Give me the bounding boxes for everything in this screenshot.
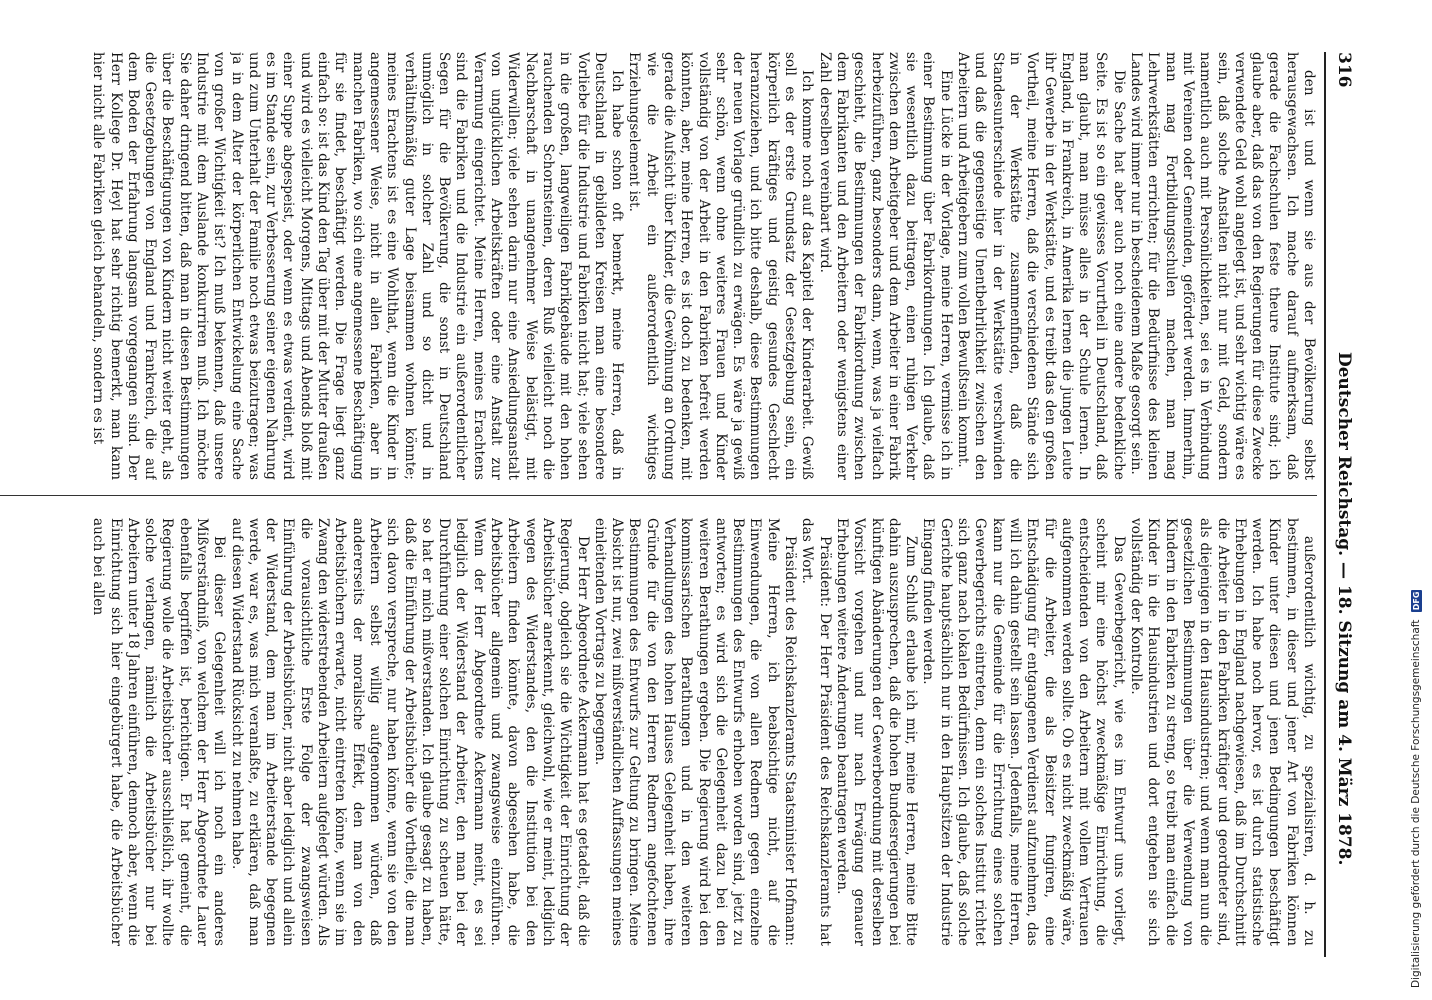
column-divider (0, 495, 1317, 496)
paragraph: Zum Schluß erlaube ich mir, meine Herren, meine Bitte dahin auszusprechen, daß die hohen Bundesregierungen bei künftigen Abänderungen der Gewerbeordnung mit derselben Vorsicht vorgehen und nur nach Erwägung genauer Erhebungen weitere Änderungen beantragen werden. (833, 518, 920, 946)
dfg-logo: DFG (1411, 591, 1421, 611)
left-column (0, 52, 1317, 480)
paragraph: außerordentlich wichtig, zu spezialisiren, d. h. zu bestimmen, in dieser und jener Art von Fabriken können Kinder unter diesen und jenen Bedingungen beschäftigt werden. Ich habe noch hervor, es ist durch statistische Erhebungen in England nachgewiesen, daß im Durchschnitt die Arbeiter in den Fabriken kräftiger und geordneter sind, als diejenigen in den Hausindustrien; und wenn man nun die gesetzlichen Bestimmungen über die Verwendung von Kindern in den Fabriken zu streng, so treibt man einfach die Kinder in die Hausindustrien und dort entgehen sie sich vollständig der Kontrolle. (1128, 518, 1317, 946)
paragraph: Der Herr Abgeordnete Ackermann hat es getadelt, daß die Regierung, obgleich sie die Wichtigkeit der Einrichtung der Arbeitsbücher anerkennt, gleichwohl, wie er meint, lediglich wegen des Widerstandes, den die Institution bei den Arbeitern finden könnte, davon abgesehen habe, die Arbeitsbücher allgemein und zwangsweise einzuführen. Wenn der Herr Abgeordnete Ackermann meint, es sei lediglich der Widerstand der Arbeiter, den man bei der Durchführung einer solchen Einrichtung zu scheuen hätte, so hat er mich mißverstanden. Ich glaube gesagt zu haben, daß die Einführung der Arbeitsbücher die Vortheile, die man sich davon verspreche, nur haben könne, wenn sie von den Arbeitern selbst willig aufgenommen würden, daß andererseits der moralische Effekt, den man von den Arbeitsbüchern erwarte, nicht eintreten könne, wenn sie im Zwang den widerstrebenden Arbeitern aufgelegt würden. Als die vorausichtliche Erste Folge der zwangsweisen Einführung der Arbeitsbücher, nicht aber lediglich und allein der Widerstand, dem man im Arbeiterstande begegnen werde, war es, was mich veranlaßte, zu erklären, daß man auf diesen Widerstand Rücksicht zu nehmen habe. (228, 518, 591, 946)
speaker-paragraph: Präsident des Reichskanzleramts Staatsminister Hofmann: Meine Herren, ich beabsichtige nicht, auf die Einwendungen, die von allen Rednern gegen einzelne Bestimmungen des Entwurfs erhoben worden sind, jetzt zu antworten; es wird sich die Gelegenheit dazu bei den weiteren Berathungen ergeben. Die Regierung wird bei den kommissarischen Berathungen und in den weiteren Verhandlungen des hohen Hauses Gelegenheit haben, ihre Gründe für die von den Herren Rednern angefochtenen Bestimmungen des Entwurfs zur Geltung zu bringen. Meine Absicht ist nur, zwei mißverständlichen Auffassungen meines einleitenden Vortrags zu begegnen. (591, 518, 799, 946)
paragraph: Das Gewerbegericht, wie es im Entwurf uns vorliegt, scheint mir eine höchst zweckmäßige Einrichtung, die entscheidenden von den Arbeitern mit vollem Vertrauen aufgenommen werden sollte. Ob es nicht zweckmäßig wäre, für die Arbeiter, die als Beisitzer fungiren, eine Entschädigung für entgangenen Verdienst aufzunehmen, das will ich dahin gestellt sein lassen. Jedenfalls, meine Herren, kann nur die Gemeinde für die Errichtung eines solchen Gewerbegerichts eintreten, denn ein solches Institut richtet sich ganz nach lokalen Bedürfnissen. Ich glaube, daß solche Gerichte hauptsächlich nur in den Hauptsitzen der Industrie Eingang finden werden. (920, 518, 1127, 946)
running-title: Deutscher Reichstag. — 18. Sitzung am 4. März 1878. (1334, 352, 1354, 866)
speaker-paragraph: Präsident: Der Herr Präsident des Reichskanzleramts hat das Wort. (799, 518, 833, 946)
paragraph: Ich komme noch auf das Kapitel der Kinderarbeit. Gewiß soll es der erste Grundsatz der Gesetzgebung sein, ein körperlich kräftiges und geistig gesundes Geschlecht heranzuziehen, und ich bitte deshalb, diese Bestimmungen der neuen Vorlage gründlich zu erwägen. Es wäre ja gewiß sehr schön, wenn ohne weiteres Frauen und Kinder vollständig von der Arbeit in den Fabriken befreit werden könnten, aber, meine Herren, es ist doch zu bedenken, mit gerade die Aufsicht über Kinder, die Gewöhnung an Ordnung wie die Arbeit ein außerordentlich wichtiges Erziehungselement ist. (626, 52, 816, 480)
page-number: 316 (1334, 52, 1354, 88)
header-rule (1324, 52, 1326, 957)
paragraph: Bei dieser Gelegenheit will ich noch ein anderes Mißverständniß, von welchem der Herr Abgeordnete Lauer ebenfalls begriffen ist, berichtigen. Er hat gemeint, die Regierung wolle die Arbeitsbücher ausschließlich, ihr wollte solche verlangen, nämlich die Arbeitsbücher nur bei Arbeitern unter 18 Jahren einführen, dennoch aber, wenn die Einrichtung sich hier eingebürgert habe, die Arbeitsbücher auch bei allen (90, 518, 228, 946)
page-header (1328, 52, 1354, 957)
paragraph: Eine Lücke in der Vorlage, meine Herren, vermisse ich in einer Bestimmung über Fabrikordnungen. Ich glaube, daß sie wesentlich dazu beitragen, einen ruhigen Verkehr zwischen dem Arbeitgeber und dem Arbeiter in einer Fabrik herbeizuführen, ganz besonders dann, wenn, was ja vielfach geschieht, die Bestimmungen der Fabrikordnung zwischen dem Fabrikanten und den Arbeitern oder wenigstens einer Zahl derselben vereinbart wird. (816, 52, 954, 480)
watermark-text: Digitalisierung gefördert durch die Deutsche Forschungsgemeinschaft (1410, 619, 1422, 988)
paragraph: den ist und wenn sie aus der Bevölkerung selbst herausgewachsen. Ich mache darauf aufmerksam, daß gerade die Fachschulen feste theure Institute sind; ich glaube aber, daß das von den Regierungen für diese Zwecke verwendete Geld wohl angelegt ist, und sehr wichtig wäre es sein, daß solche Anstalten nicht nur mit Geld, sondern namentlich auch mit Persönlichkeiten, sei es in Verbindung mit Vereinen oder Gemeinden, gefördert werden. Immerhin, man mag Fortbildungsschulen machen, man mag Lehrwerkstätten errichten; für die Bedürfnisse des kleinen Landes wird immer nur in bescheidenem Maße gesorgt sein. (1128, 52, 1317, 480)
paragraph: Ich habe schon oft bemerkt, meine Herren, daß in Deutschland in gebildeten Kreisen man eine besondere Vorliebe für die Industrie und Fabriken nicht hat; viele sehen in die großen, langweiligen Fabrikgebäude mit den hohen rauchenden Schornsteinen, deren Ruß vielleicht noch die Nachbarschaft in unangenehmer Weise belästigt, mit Widerwillen; viele sehen darin nur eine Ansiedlungsanstalt von unglücklichen Arbeitskräften oder eine Anstalt zur Verarmung eingerichtet. Meine Herren, meines Erachtens sind die Fabriken und die Industrie ein außerordentlicher Segen für die Bevölkerung, die sonst in Deutschland unmöglich in solcher Zahl und so dicht und in verhältnißmäßig guter Lage beisammen wohnen könnte; meines Erachtens ist es eine Wohlthat, wenn die Kinder in angemessener Weise, nicht in allen Fabriken, aber in manchen Fabriken, wo sich eine angemessene Beschäftigung für sie findet, beschäftigt werden. Die Frage liegt ganz einfach so: ist das Kind den Tag über mit der Mutter draußen und wird es vielleicht Morgens, Mittags und Abends bloß mit einer Suppe abgespeist, oder wenn es etwas verdient, wird es im Stande sein, zur Verbesserung seiner eigenen Nahrung und zum Unterhalt der Familie noch etwas beizutragen; was ja in dem Alter der körperlichen Entwickelung eine Sache von großer Wichtigkeit ist? Ich muß bekennen, daß unsere Industrie mit dem Auslande konkurriren muß. Ich möchte Sie daher dringend bitten, daß man in diesen Bestimmungen über die Beschäftigungen von Kindern nicht weiter geht, als die Gesetzgebungen von England und Frankreich, die auf dem Boden der Erfahrung langsam vorgegangen sind. Der Herr Kollege Dr. Heyl hat sehr richtig bemerkt, man kann hier nicht alle Fabriken gleich behandeln, sondern es ist (90, 52, 626, 480)
right-column (0, 518, 1317, 946)
paragraph: Die Sache hat aber auch noch eine andere bedenkliche Seite. Es ist so ein gewisses Vorurtheil in Deutschland, daß man glaubt, man müsse alles in der Schule lernen. In England, in Frankreich, in Amerika lernen die jungen Leute ihr Gewerbe in der Werkstätte, und es treibt das den großen Vortheil, meine Herren, daß die verschiedenen Stände sich in der Werkstätte zusammenfinden, daß die Standesunterschiede hier in der Werkstätte verschwinden und daß die gegenseitige Unentbehrlichkeit zwischen den Arbeitern und Arbeitgebern zum vollen Bewußtsein kommt. (955, 52, 1127, 480)
